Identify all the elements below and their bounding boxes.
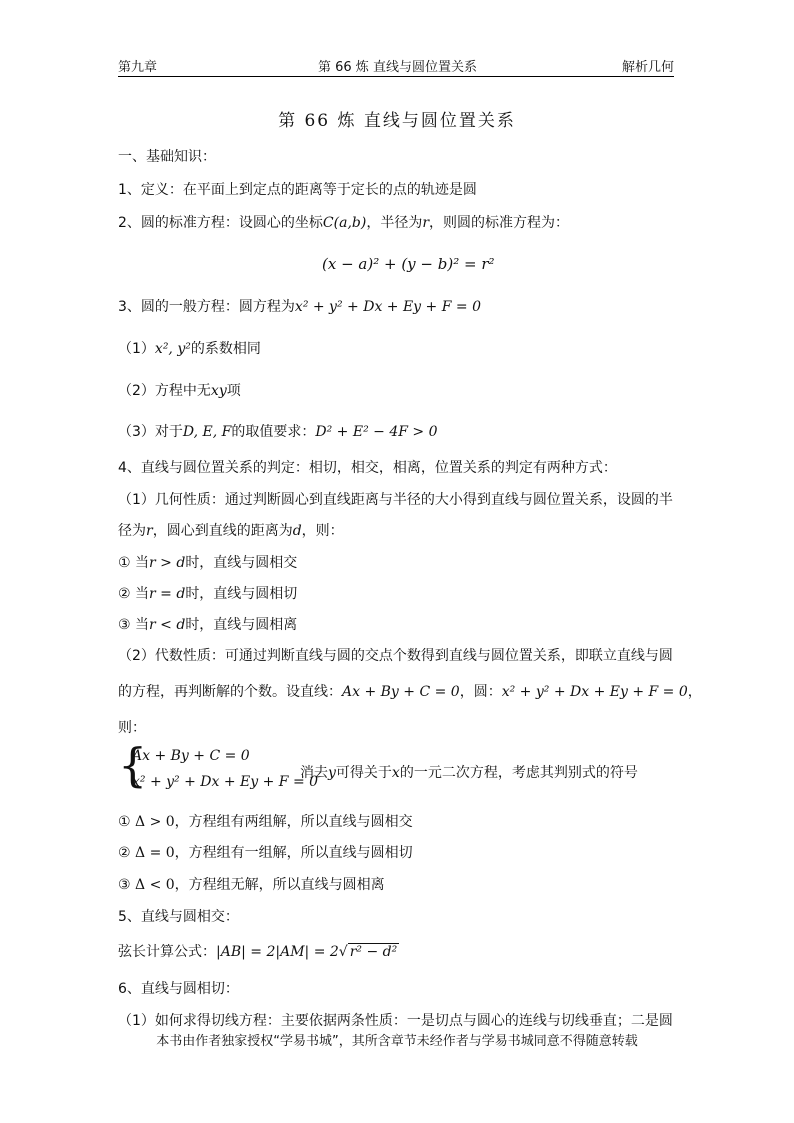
text: ，方程组有一组解，所以直线与圆相切 <box>174 845 413 861</box>
case-2 <box>118 583 297 603</box>
discriminant-case-2 <box>118 842 413 862</box>
system-explanation <box>300 762 638 782</box>
system-row-1: Ax + By + C = 0 <box>132 748 250 764</box>
case-1 <box>118 552 297 572</box>
position-relation-heading: 4、直线与圆位置关系的判定：相切，相交，相离，位置关系的判定有两种方式： <box>118 460 617 476</box>
header-section: 解析几何 <box>622 60 675 75</box>
text: 时，直线与圆相离 <box>185 617 298 633</box>
sqrt-expression <box>339 944 399 960</box>
header-divider <box>118 76 674 77</box>
text: ① <box>118 814 131 830</box>
geometric-method-line1: （1）几何性质：通过判断圆心到直线距离与半径的大小得到直线与圆位置关系，设圆的半 <box>118 492 673 508</box>
property-3 <box>118 421 437 441</box>
header-title: 第 66 炼 直线与圆位置关系 <box>318 60 477 75</box>
math: x <box>391 765 400 781</box>
standard-equation-line <box>118 212 569 232</box>
text: （3）对于 <box>118 424 183 440</box>
text: ， <box>687 684 702 700</box>
text: ，方程组无解，所以直线与圆相离 <box>174 877 385 893</box>
radical-icon: √ <box>338 944 348 960</box>
text: 的方程，再判断解的个数。设直线： <box>118 684 342 700</box>
text: 弦长计算公式： <box>118 944 216 960</box>
copyright-footer: 本书由作者独家授权“学易书城”，其所含章节未经作者与学易书城同意不得随意转载 <box>156 1034 638 1049</box>
text: ③ <box>118 877 131 893</box>
text: ，圆： <box>459 684 502 700</box>
text: 的取值要求： <box>231 424 316 440</box>
text: ② <box>118 845 131 861</box>
math: d <box>292 523 302 539</box>
text: 的一元二次方程，考虑其判别式的符号 <box>399 765 638 781</box>
math: r <box>146 523 153 539</box>
text: ，则： <box>301 523 344 539</box>
text: （2）方程中无 <box>118 383 211 399</box>
text: ，半径为 <box>366 215 423 231</box>
math: r = d <box>149 586 186 602</box>
text: ③ 当 <box>118 617 150 633</box>
math: D, E, F <box>182 424 232 440</box>
math: y <box>328 765 336 781</box>
text: 项 <box>226 383 241 399</box>
tangent-heading: 6、直线与圆相切： <box>118 981 239 997</box>
math: Δ > 0 <box>135 814 175 830</box>
text: ，圆心到直线的距离为 <box>152 523 293 539</box>
text: 时，直线与圆相交 <box>185 555 298 571</box>
radius-symbol: r <box>422 215 430 231</box>
general-equation-line <box>118 296 481 316</box>
text: 时，直线与圆相切 <box>185 586 298 602</box>
math: Δ < 0 <box>135 877 175 893</box>
intersect-heading: 5、直线与圆相交： <box>118 909 239 925</box>
center-point: C(a,b) <box>322 215 367 231</box>
property-1 <box>118 338 261 358</box>
math: x², y² <box>154 341 191 357</box>
text: ② 当 <box>118 586 150 602</box>
text: 可得关于 <box>335 765 392 781</box>
system-row-2: x² + y² + Dx + Ey + F = 0 <box>132 774 319 790</box>
text: 径为 <box>118 523 146 539</box>
text: 3、圆的一般方程：圆方程为 <box>118 299 295 315</box>
general-equation: x² + y² + Dx + Ey + F = 0 <box>294 299 481 315</box>
definition-line: 1、定义：在平面上到定点的距离等于定长的点的轨迹是圆 <box>118 182 477 198</box>
math: Δ = 0 <box>135 845 175 861</box>
algebraic-method-line3: 则： <box>118 720 146 736</box>
text: 的系数相同 <box>190 341 261 357</box>
text: ，则圆的标准方程为： <box>429 215 570 231</box>
standard-equation: (x − a)² + (y − b)² = r² <box>322 255 495 273</box>
text: ① 当 <box>118 555 150 571</box>
math: r < d <box>149 617 186 633</box>
header-chapter: 第九章 <box>118 60 158 75</box>
page-title: 第 66 炼 直线与圆位置关系 <box>278 111 516 131</box>
math: r > d <box>149 555 186 571</box>
line-equation: Ax + By + C = 0 <box>342 684 460 700</box>
math: D² + E² − 4F > 0 <box>315 424 438 440</box>
brace-icon: { <box>118 738 148 792</box>
algebraic-method-line2 <box>118 681 702 701</box>
text: ，方程组有两组解，所以直线与圆相交 <box>174 814 413 830</box>
discriminant-case-1 <box>118 811 413 831</box>
discriminant-case-3 <box>118 874 385 894</box>
math: xy <box>210 383 227 399</box>
property-2 <box>118 380 241 400</box>
circle-equation: x² + y² + Dx + Ey + F = 0 <box>501 684 688 700</box>
algebraic-method-line1: （2）代数性质：可通过判断直线与圆的交点个数得到直线与圆位置关系，即联立直线与圆 <box>118 648 673 664</box>
case-3 <box>118 614 297 634</box>
text: 消去 <box>300 765 328 781</box>
chord-length-formula <box>118 941 399 961</box>
section-heading: 一、基础知识： <box>118 149 216 165</box>
geometric-method-line2 <box>118 520 344 540</box>
radicand: r² − d² <box>349 944 398 960</box>
text: （1） <box>118 341 155 357</box>
text: 2、圆的标准方程：设圆心的坐标 <box>118 215 323 231</box>
math: |AB| = 2|AM| = 2 <box>216 944 339 960</box>
tangent-method-line1: （1）如何求得切线方程：主要依据两条性质：一是切点与圆心的连线与切线垂直；二是圆 <box>118 1013 673 1029</box>
